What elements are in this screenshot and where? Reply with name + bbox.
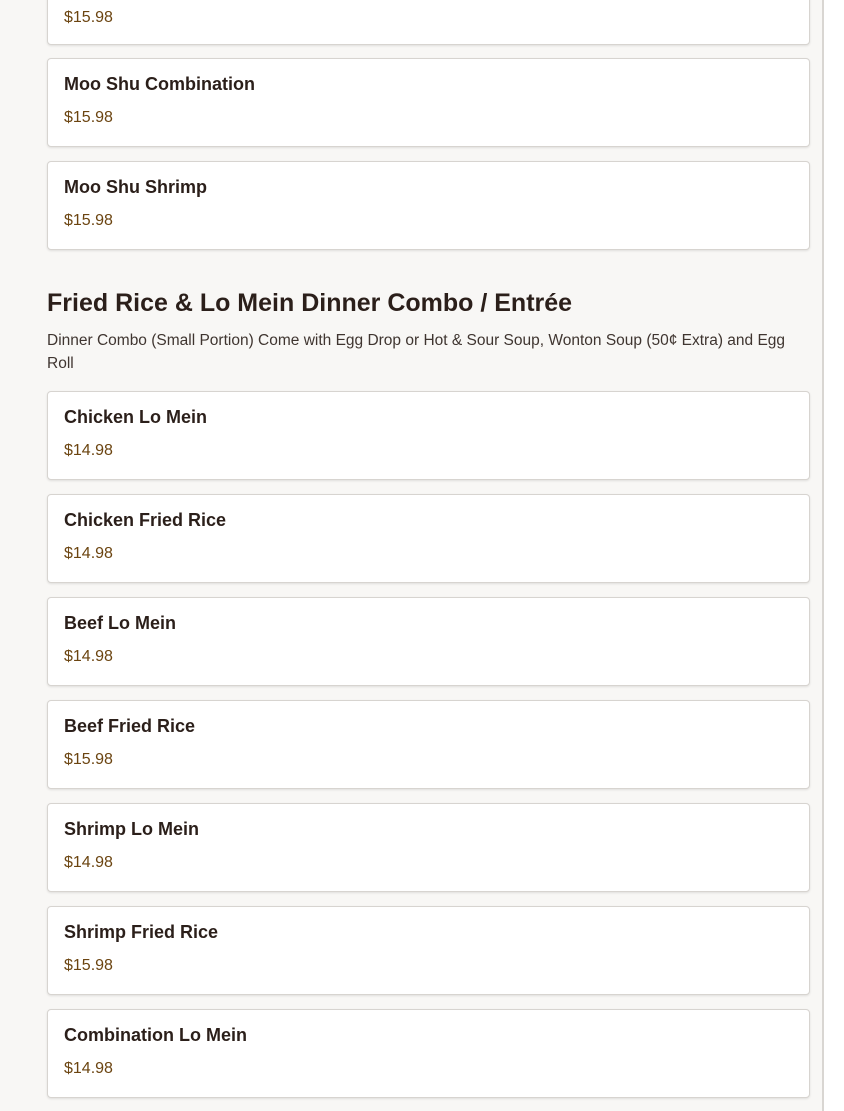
menu-item-card[interactable] — [47, 0, 810, 45]
menu-item-price: $14.98 — [64, 648, 113, 665]
menu-item-card[interactable] — [47, 1009, 810, 1098]
menu-item-price: $15.98 — [64, 751, 113, 768]
menu-item-name: Moo Shu Shrimp — [64, 177, 207, 197]
menu-item-price: $15.98 — [64, 109, 113, 126]
menu-item-card[interactable] — [47, 391, 810, 480]
menu-item-price: $14.98 — [64, 1060, 113, 1077]
menu-item-card[interactable] — [47, 597, 810, 686]
right-gutter — [824, 0, 844, 1111]
menu-item-card[interactable] — [47, 803, 810, 892]
menu-item-price: $15.98 — [64, 957, 113, 974]
menu-item-card[interactable] — [47, 906, 810, 995]
menu-item-price: $15.98 — [64, 212, 113, 229]
menu-item-price: $14.98 — [64, 854, 113, 871]
menu-item-card[interactable] — [47, 494, 810, 583]
menu-item-card[interactable] — [47, 161, 810, 250]
menu-item-card[interactable] — [47, 58, 810, 147]
menu-item-name: Beef Lo Mein — [64, 613, 177, 633]
menu-item-price: $15.98 — [64, 9, 113, 26]
menu-item-card[interactable] — [47, 700, 810, 789]
menu-item-name: Shrimp Lo Mein — [64, 819, 199, 839]
menu-item-name: Combination Lo Mein — [64, 1025, 247, 1045]
section-description: Dinner Combo (Small Portion) Come with Egg Drop or Hot & Sour Soup, Wonton Soup (50¢ Extra) and Egg Roll — [47, 332, 786, 372]
menu-item-price: $14.98 — [64, 545, 113, 562]
section-title: Fried Rice & Lo Mein Dinner Combo / Entrée — [47, 289, 573, 317]
menu-item-name: Chicken Lo Mein — [64, 407, 208, 427]
menu-item-price: $14.98 — [64, 442, 113, 459]
menu-item-name: Moo Shu Combination — [64, 74, 255, 94]
menu-item-name: Chicken Fried Rice — [64, 510, 227, 530]
menu-item-name: Shrimp Fried Rice — [64, 922, 219, 942]
menu-item-name: Beef Fried Rice — [64, 716, 196, 736]
